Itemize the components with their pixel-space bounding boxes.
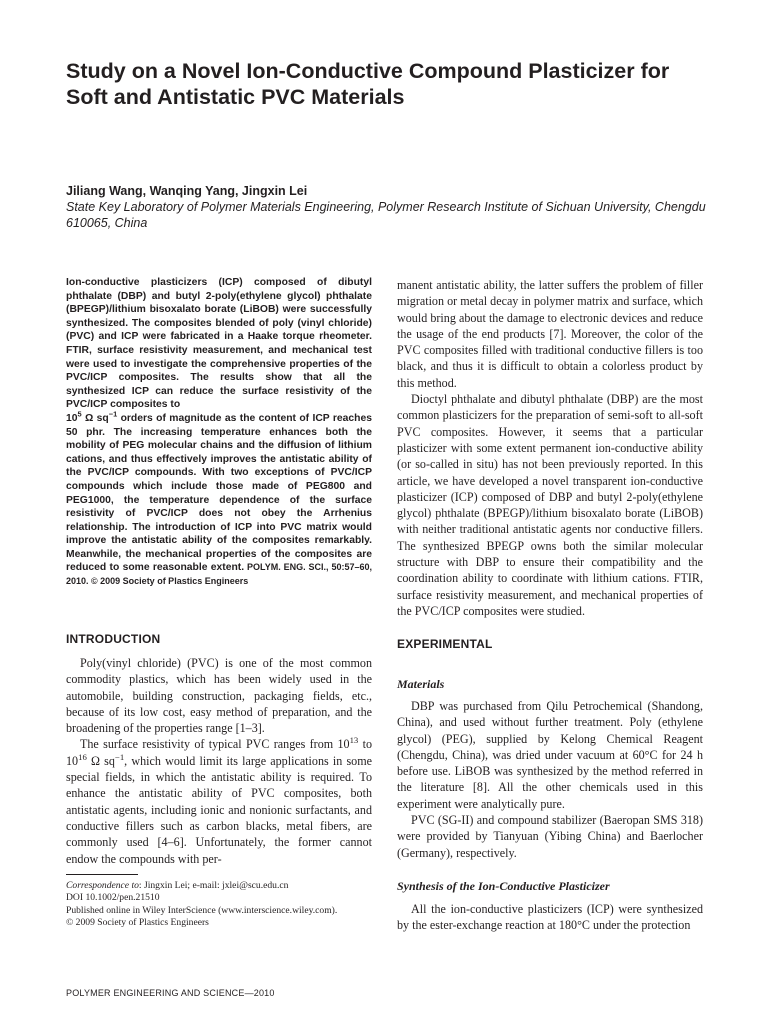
footnotes bbox=[66, 880, 372, 929]
published-note: Published online in Wiley InterScience (www.interscience.wiley.com). bbox=[66, 904, 338, 916]
intro-p2-exp-1: 13 bbox=[349, 735, 359, 746]
intro-p2-base-1: 10 bbox=[337, 737, 350, 752]
right-column-body bbox=[397, 277, 703, 619]
experimental-heading: EXPERIMENTAL bbox=[397, 637, 493, 651]
plasticizer-paragraph: Dioctyl phthalate and dibutyl phthalate (DBP) are the most common plasticizers for the preparation of semi-soft to all-soft PVC composites. However, it seems that a particular plasticizer with some extent permanent ion-conductive ability (or so-called in situ) has not been previously reported. In this article, we have developed a novel transparent ion-conductive plasticizer (ICP) composed of DBP and butyl 2-poly(ethylene glycol) phthalate (BPEGP)/lithium bisoxalato borate (LiBOB) with neither traditional antistatic agents nor conductive fillers. The synthesized BPEGP owns both the similar molecular structure with DBP to ensure their compatibility and the coordination ability to coordinate with lithium cations. FTIR, surface resistivity measurement, and mechanical properties of the PVC/ICP composites were studied. bbox=[397, 392, 703, 618]
materials-heading: Materials bbox=[397, 677, 445, 691]
introduction-body bbox=[66, 655, 372, 867]
intro-p2-base-2: 10 bbox=[66, 753, 79, 768]
introduction-heading: INTRODUCTION bbox=[66, 632, 161, 646]
abstract-unit-exponent: −1 bbox=[108, 409, 118, 419]
correspondence-text: : Jingxin Lei; e-mail: jxlei@scu.edu.cn bbox=[138, 880, 289, 891]
abstract-text-2: orders of magnitude as the content of ICP reaches 50 phr. The increasing temperature enhances both the mobility of PEG molecular chains and the diffusion of lithium cations, and thus effectively improves the antistatic ability of the PVC/ICP compounds. With two exceptions of PVC/ICP compounds which include those made of PEG800 and PEG1000, the temperature dependence of the surface resistivity of PVC/ICP does not obey the Arrhenius relationship. The introduction of ICP into PVC matrix would improve the antistatic ability of the composites remarkably. Meanwhile, the mechanical properties of the composites are reduced to some reasonable extent. bbox=[66, 412, 372, 574]
abstract-unit: Ω sq bbox=[81, 412, 109, 424]
correspondence-label: Correspondence to bbox=[66, 880, 139, 891]
intro-p2-unit: Ω sq bbox=[86, 753, 115, 768]
abstract-value-exponent: 5 bbox=[77, 409, 82, 419]
synthesis-paragraph-1: All the ion-conductive plasticizers (ICP) were synthesized by the ester-exchange reaction at 180°C under the protection bbox=[397, 902, 703, 933]
intro-p2-text-b: , which would limit its large applications in some special fields, in which the antistatic ability is required. To enhance the antistatic ability of PVC composites, both antistatic agents, including ionic and nonionic surfactants, and conductive fillers such as carbon blacks, metal fibers, are commonly used [4–6]. Unfortunately, the former cannot endow the compounds with per- bbox=[66, 753, 372, 866]
synthesis-heading: Synthesis of the Ion-Conductive Plasticizer bbox=[397, 879, 610, 893]
intro-p2-text-a: The surface resistivity of typical PVC ranges from bbox=[80, 737, 338, 752]
introduction-paragraph-1: Poly(vinyl chloride) (PVC) is one of the most common commodity plastics, which has been widely used in the automobile, building construction, packaging fields, etc., because of its low cost, easy method of preparation, and the broadening of the properties range [1–3]. bbox=[66, 656, 372, 736]
abstract-value-base: 10 bbox=[66, 412, 78, 424]
intro-p2-exp-2: 16 bbox=[78, 751, 87, 762]
intro-p2-unit-exp: −1 bbox=[114, 751, 125, 762]
author-list: Jiliang Wang, Wanqing Yang, Jingxin Lei bbox=[66, 184, 308, 198]
abstract-citation: POLYM. ENG. SCI., 50:57–60, 2010. © 2009 Society of Plastics Engineers bbox=[66, 562, 372, 587]
materials-body bbox=[397, 698, 703, 861]
introduction-paragraph-2 bbox=[66, 736, 372, 866]
copyright-note: © 2009 Society of Plastics Engineers bbox=[66, 916, 209, 928]
paper-title: Study on a Novel Ion-Conductive Compound Plasticizer for Soft and Antistatic PVC Materials bbox=[66, 59, 670, 109]
materials-paragraph-1: DBP was purchased from Qilu Petrochemical (Shandong, China), and used without further treatment. Poly (ethylene glycol) (PEG), supplied by Kelong Chemical Reagent (Chengdu, China), was dried under vacuum at 60°C for 24 h before use. LiBOB was synthesized by the method referred in the literature [8]. All the other chemicals used in this experiment were analytically pure. bbox=[397, 699, 703, 811]
correspondence-note bbox=[66, 880, 372, 892]
continued-paragraph: manent antistatic ability, the latter suffers the problem of filler migration or metal decay in polymer matrix and surface, which would bring about the damage to electronic devices and reduce the usage of the end products [7]. Moreover, the color of the PVC composites filled with traditional conductive fillers is too black, and thus it is difficult to obtain a colorless product by this method. bbox=[397, 278, 703, 390]
abstract-text-1: Ion-conductive plasticizers (ICP) composed of dibutyl phthalate (DBP) and butyl 2-poly(ethylene glycol) phthalate (BPEGP)/lithium bisoxalato borate (LiBOB) were successfully synthesized. The composites blended of poly (vinyl chloride) (PVC) and ICP were fabricated in a Haake torque rheometer. FTIR, surface resistivity measurement, and mechanical test were used to investigate the comprehensive properties of the PVC/ICP composites. The results show that all the synthesized ICP can reduce the surface resistivity of the PVC/ICP composites to bbox=[66, 277, 372, 411]
synthesis-body bbox=[397, 901, 703, 934]
running-footer: POLYMER ENGINEERING AND SCIENCE—2010 bbox=[66, 988, 275, 998]
footnote-divider bbox=[66, 874, 138, 875]
doi-note: DOI 10.1002/pen.21510 bbox=[66, 892, 160, 904]
abstract bbox=[66, 276, 372, 589]
affiliation: State Key Laboratory of Polymer Materials Engineering, Polymer Research Institute of Sichuan University, Chengdu 610065, China bbox=[66, 200, 706, 230]
materials-paragraph-2: PVC (SG-II) and compound stabilizer (Baeropan SMS 318) were provided by Tianyuan (Yibing China) and Baerlocher (Germany), respectively. bbox=[397, 813, 703, 860]
intro-p2-mid: to bbox=[358, 737, 372, 752]
